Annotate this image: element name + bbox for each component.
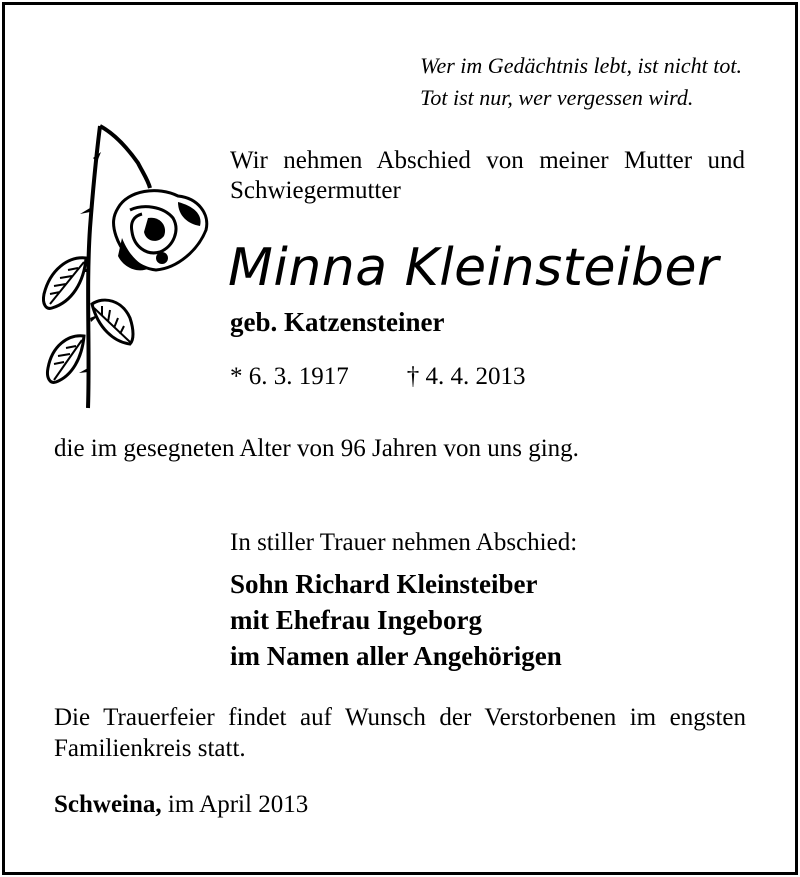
deceased-name: Minna Kleinsteiber xyxy=(228,238,719,298)
place-town: Schweina, xyxy=(54,791,162,818)
place-date xyxy=(54,790,308,820)
birth-date: * 6. 3. 1917 xyxy=(230,363,349,390)
place-date-text: im April 2013 xyxy=(167,791,309,818)
mourner-line: mit Ehefrau Ingeborg xyxy=(230,605,482,635)
intro-text: Wir nehmen Abschied von meiner Mutter und Schwiegermutter xyxy=(230,147,745,204)
age-line: die im gesegneten Alter von 96 Jahren von uns ging. xyxy=(54,435,579,462)
mourners-list xyxy=(230,566,562,674)
maiden-name: geb. Katzensteiner xyxy=(230,307,445,337)
funeral-note: Die Trauerfeier findet auf Wunsch der Verstorbenen im engsten Familienkreis statt. xyxy=(54,704,746,762)
mourner-line: im Namen aller Angehörigen xyxy=(230,641,562,671)
life-dates xyxy=(230,362,526,392)
motto-quote xyxy=(420,50,742,114)
death-date: † 4. 4. 2013 xyxy=(406,363,526,390)
mourning-title: In stiller Trauer nehmen Abschied: xyxy=(230,529,578,556)
wilted-rose-icon xyxy=(38,118,218,418)
motto-line-2: Tot ist nur, wer vergessen wird. xyxy=(420,85,694,110)
motto-line-1: Wer im Gedächtnis lebt, ist nicht tot. xyxy=(420,53,742,78)
mourner-line: Sohn Richard Kleinsteiber xyxy=(230,569,538,599)
